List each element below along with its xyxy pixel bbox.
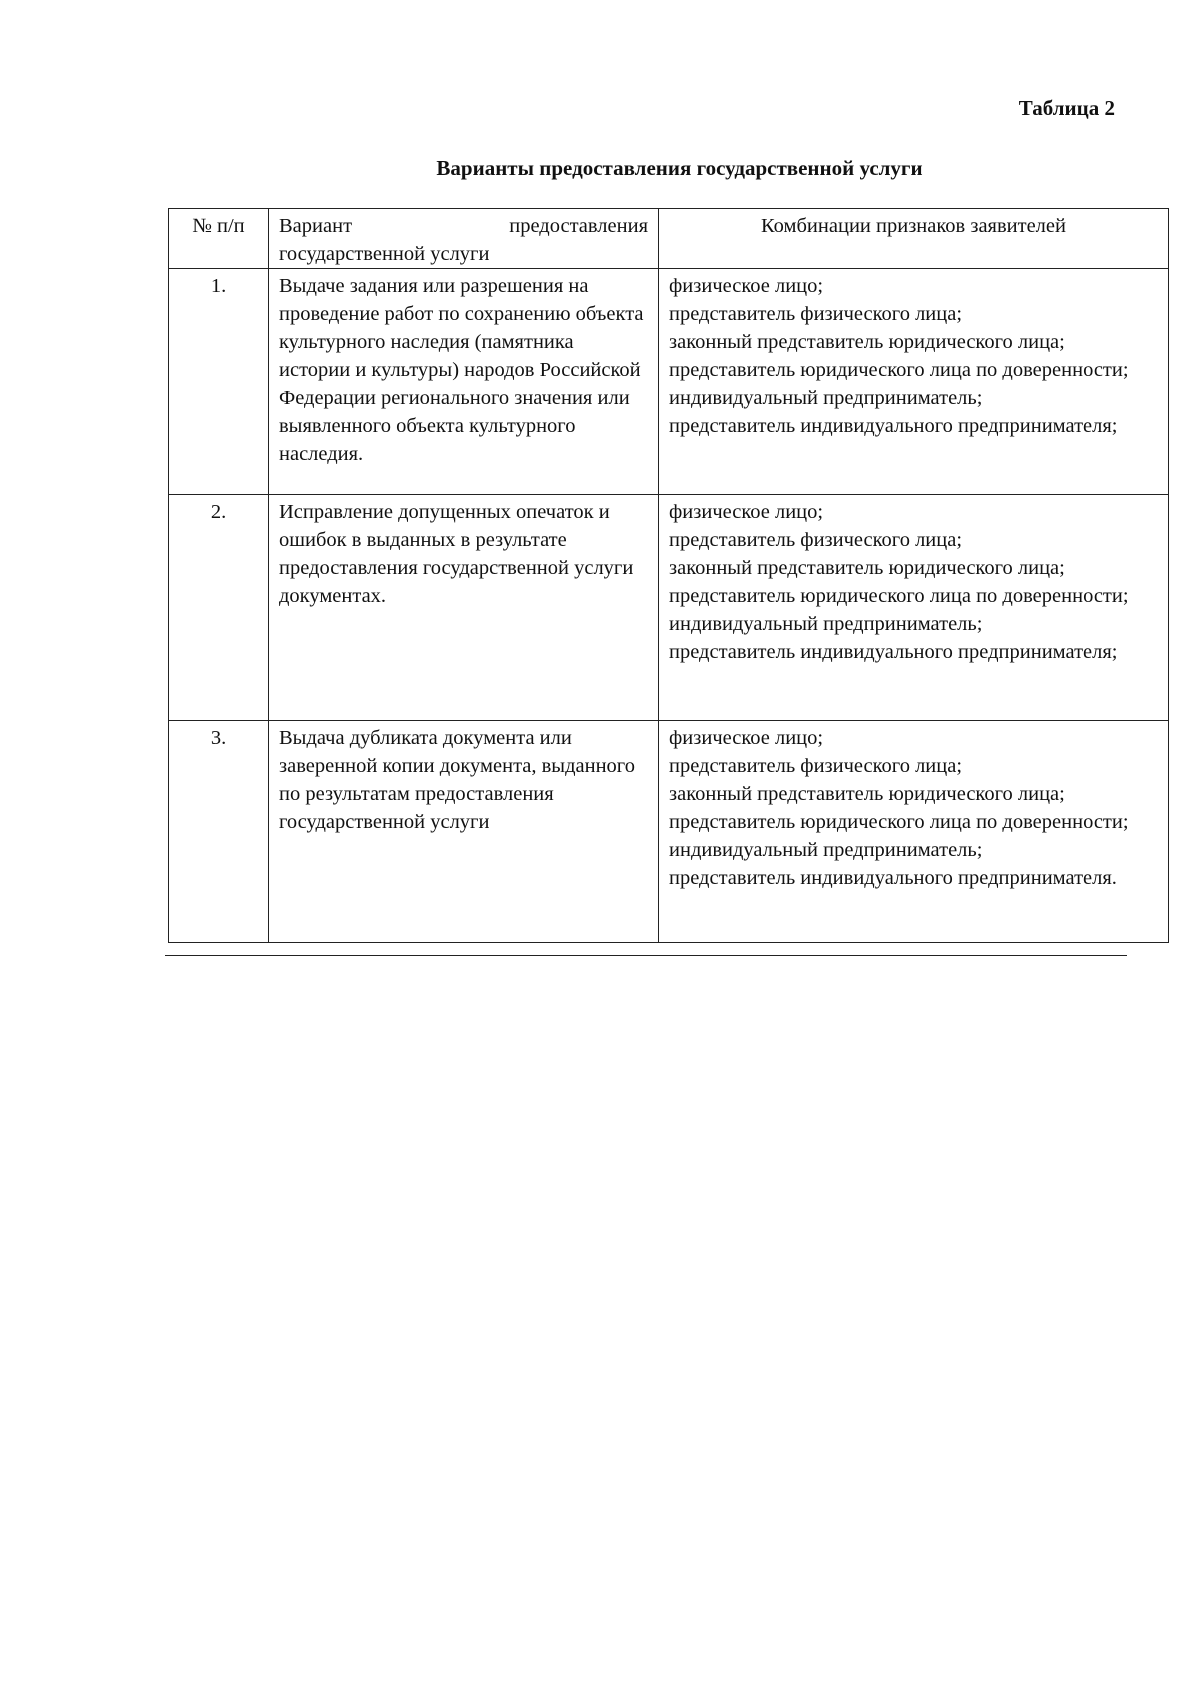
combination-item: физическое лицо; [669, 501, 824, 523]
row-number: 2. [169, 495, 269, 721]
document-title: Варианты предоставления государственной услуги [436, 156, 923, 180]
row-variant: Выдача дубликата документа или заверенной копии документа, выданного по результатам предоставления государственной услуги [269, 721, 659, 943]
document-title-wrapper [168, 156, 1191, 181]
table-row [169, 269, 1169, 495]
row-number: 1. [169, 269, 269, 495]
combination-item: физическое лицо; [669, 275, 824, 297]
column-header-number: № п/п [169, 209, 269, 269]
service-variants-table [168, 208, 1169, 943]
row-combinations [659, 721, 1169, 943]
combination-item: индивидуальный предприниматель; [669, 839, 983, 861]
row-variant: Выдаче задания или разрешения на проведение работ по сохранению объекта культурного наследия (памятника истории и культуры) народов Российской Федерации регионального значения или выявленного объекта культурного наследия. [269, 269, 659, 495]
table-row [169, 721, 1169, 943]
combination-item: законный представитель юридического лица; [669, 557, 1065, 579]
combination-item: представитель юридического лица по доверенности; [669, 585, 1129, 607]
combination-item: представитель юридического лица по доверенности; [669, 811, 1129, 833]
combination-item: индивидуальный предприниматель; [669, 387, 983, 409]
bottom-divider [165, 955, 1127, 956]
combination-item: представитель индивидуального предпринимателя. [669, 867, 1117, 889]
row-combinations [659, 269, 1169, 495]
column-header-variant-line2: государственной услуги [279, 243, 490, 265]
combination-item: законный представитель юридического лица; [669, 331, 1065, 353]
combination-item: индивидуальный предприниматель; [669, 613, 983, 635]
column-header-combinations: Комбинации признаков заявителей [659, 209, 1169, 269]
combination-item: законный представитель юридического лица; [669, 783, 1065, 805]
row-combinations [659, 495, 1169, 721]
combination-item: представитель юридического лица по доверенности; [669, 359, 1129, 381]
combination-item: представитель физического лица; [669, 755, 963, 777]
table-row [169, 495, 1169, 721]
combination-item: представитель индивидуального предпринимателя; [669, 415, 1118, 437]
combination-item: представитель физического лица; [669, 529, 963, 551]
combination-item: представитель физического лица; [669, 303, 963, 325]
column-header-variant [269, 209, 659, 269]
combination-item: представитель индивидуального предпринимателя; [669, 641, 1118, 663]
table-label: Таблица 2 [1018, 96, 1115, 120]
column-header-variant-line1: Вариант предоставления [279, 215, 648, 237]
row-variant: Исправление допущенных опечаток и ошибок в выданных в результате предоставления государственной услуги документах. [269, 495, 659, 721]
combination-item: физическое лицо; [669, 727, 824, 749]
row-number: 3. [169, 721, 269, 943]
table-header-row [169, 209, 1169, 269]
